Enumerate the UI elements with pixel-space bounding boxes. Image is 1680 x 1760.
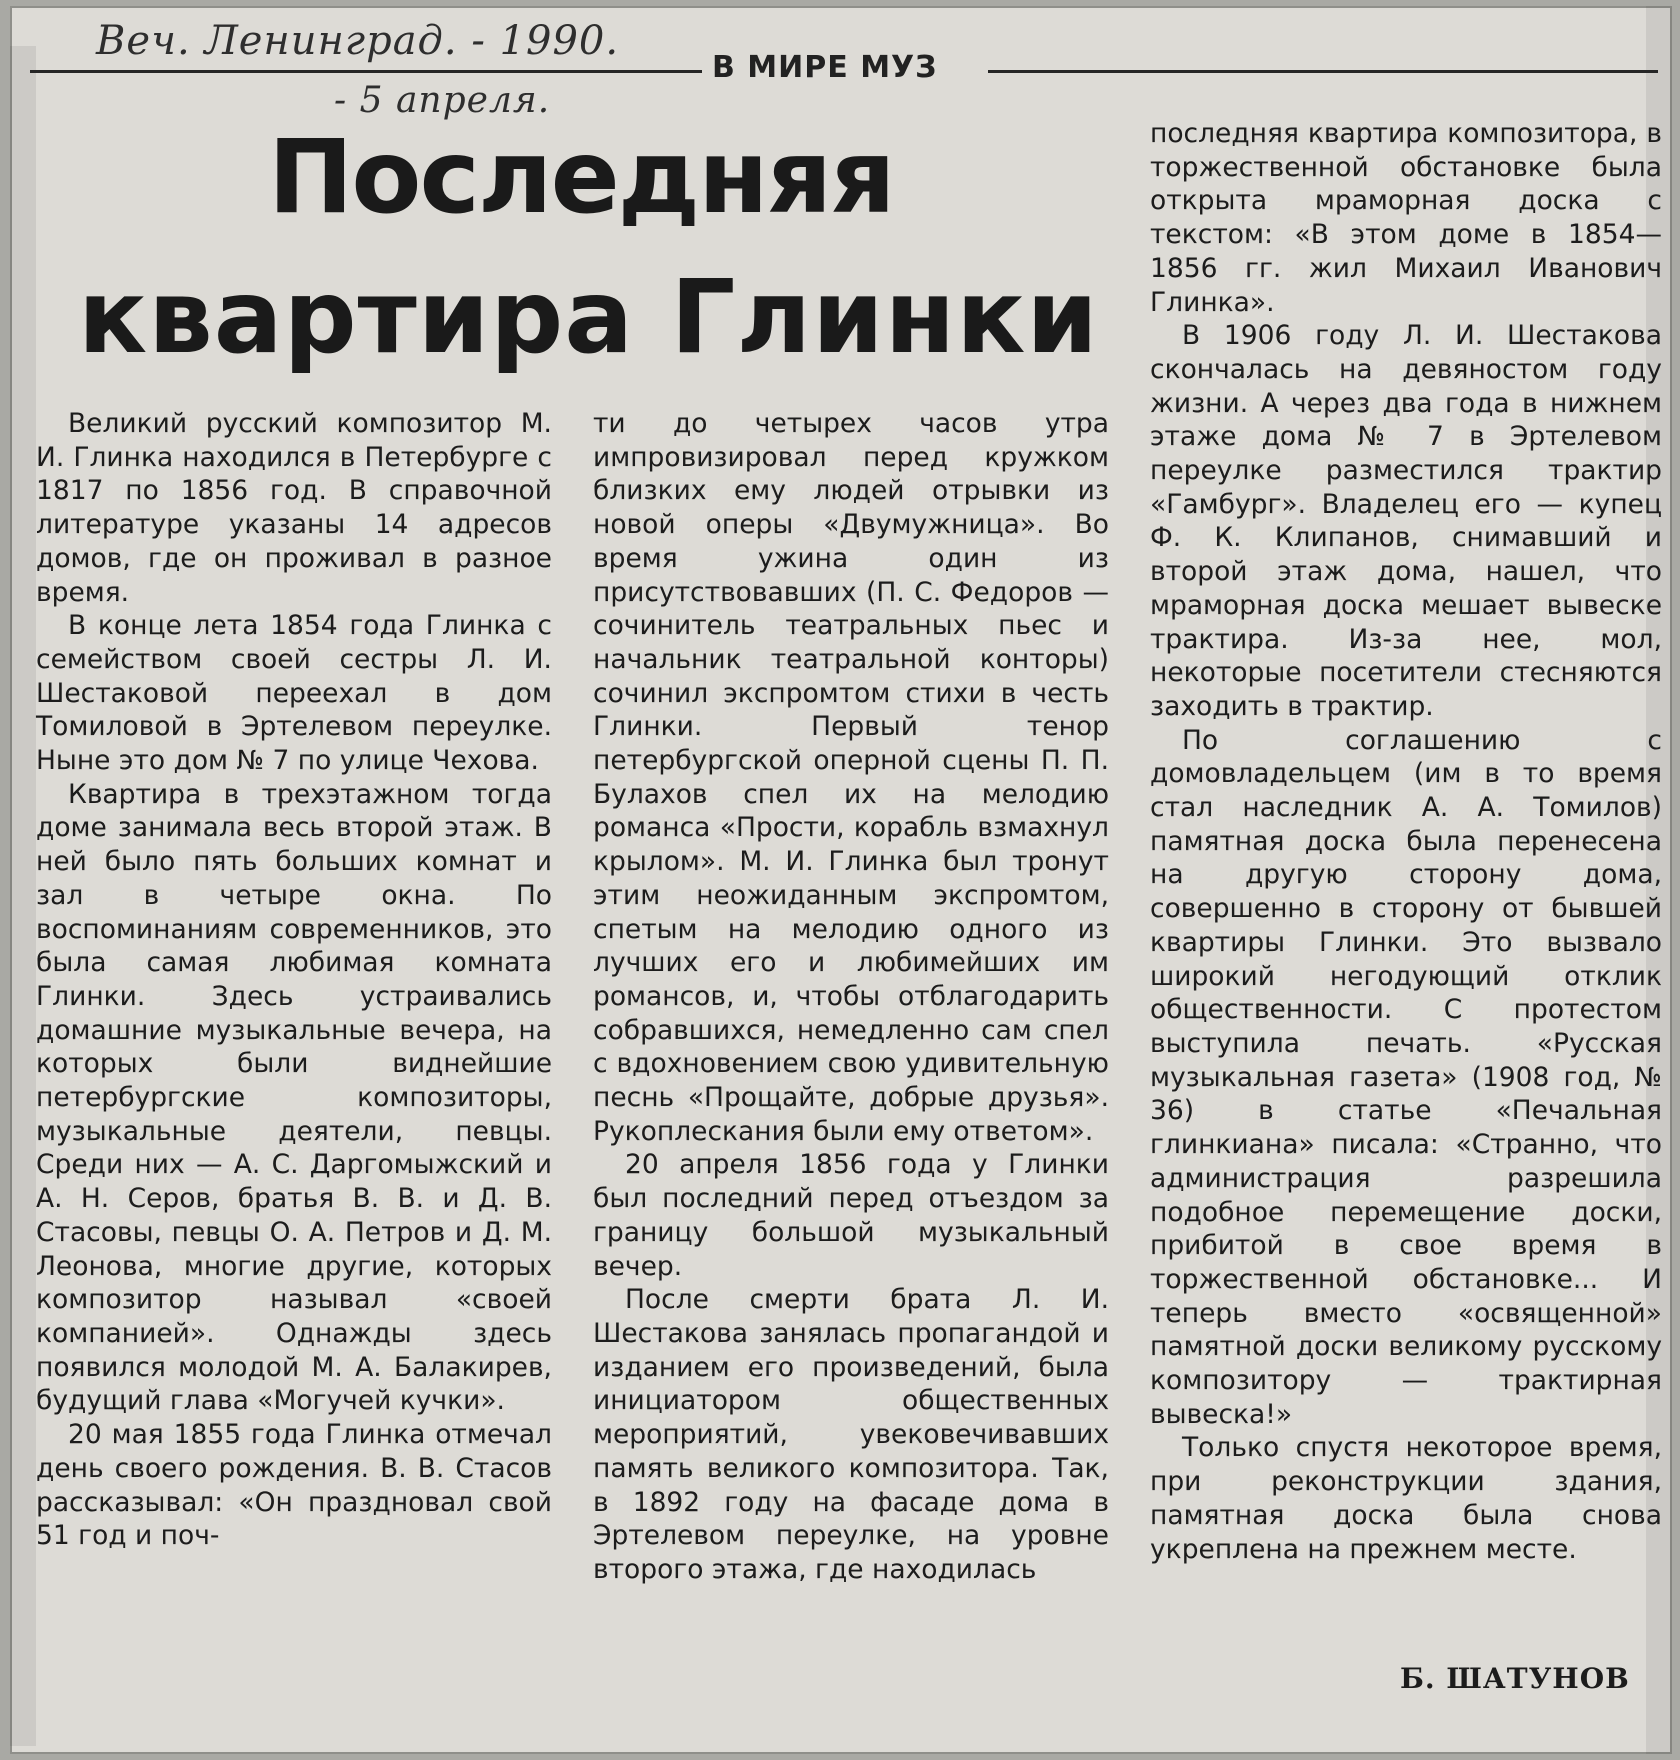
handwritten-source-note: Веч. Ленинград. - 1990. — [96, 18, 620, 64]
article-column-1 — [36, 407, 552, 1553]
article-column-2 — [593, 407, 1109, 1587]
author-signature: Б. ШАТУНОВ — [1400, 1662, 1630, 1695]
paragraph: По соглашению с домовладельцем (им в то время стал наследник А. А. Томилов) памятная доска была перенесена на другую сторону дома, совершенно в сторону от бывшей квартиры Глинки. Это вызвало широкий негодующий отклик общественности. С протестом выступила печать. «Русская музыкальная газета» (1908 год, № 36) в статье «Печальная глинкиана» писала: «Странно, что администрация разрешила подобное перемещение доски, прибитой в свое время в торжественной обстановке... И теперь вместо «освященной» памятной доски великому русскому композитору — трактирная вывеска!» — [1150, 724, 1662, 1430]
paragraph: ти до четырех часов утра импровизировал перед кружком близких ему людей отрывки из новой оперы «Двумужница». Во время ужина один из присутствовавших (П. С. Федоров — сочинитель театральных пьес и начальник театральной конторы) сочинил экспромтом стихи в честь Глинки. Первый тенор петербургской оперной сцены П. П. Булахов спел их на мелодию романса «Прости, корабль взмахнул крылом». М. И. Глинка был тронут этим неожиданным экспромтом, спетым на мелодию одного из лучших его и любимейших им романсов, и, чтобы отблагодарить собравшихся, немедленно сам спел с вдохновением свою удивительную песнь «Прощайте, добрые друзья». Рукоплескания были ему ответом». — [593, 408, 1109, 1147]
header-rule-left — [30, 70, 702, 73]
article-column-3 — [1150, 117, 1662, 1566]
paragraph: 20 апреля 1856 года у Глинки был последний перед отъездом за границу большой музыкальный вечер. — [593, 1149, 1109, 1282]
paragraph: последняя квартира композитора, в торжественной обстановке была открыта мраморная доска с текстом: «В этом доме в 1854—1856 гг. жил Михаил Иванович Глинка». — [1150, 118, 1662, 318]
paragraph: Квартира в трехэтажном тогда доме занимала весь второй этаж. В ней было пять больших комнат и зал в четыре окна. По воспоминаниям современников, это была самая любимая комната Глинки. Здесь устраивались домашние музыкальные вечера, на которых были виднейшие петербургские композиторы, музыкальные деятели, певцы. Среди них — А. С. Даргомыжский и А. Н. Серов, братья В. В. и Д. В. Стасовы, певцы О. А. Петров и Д. М. Леонова, многие другие, которых композитор называл «своей компанией». Однажды здесь появился молодой М. А. Балакирев, будущий глава «Могучей кучки». — [36, 778, 552, 1417]
paragraph: Великий русский композитор М. И. Глинка находился в Петербурге с 1817 по 1856 год. В справочной литературе указаны 14 адресов домов, где он проживал в разное время. — [36, 408, 552, 608]
header-rule-right — [988, 70, 1658, 73]
headline-line-2: квартира Глинки — [78, 258, 1099, 377]
section-rubric: В МИРЕ МУЗ — [712, 50, 938, 85]
headline-line-1: Последняя — [268, 118, 894, 237]
paragraph: В конце лета 1854 года Глинка с семейством своей сестры Л. И. Шестаковой переехал в дом Томиловой в Эртелевом переулке. Ныне это дом № 7 по улице Чехова. — [36, 610, 552, 777]
paragraph: После смерти брата Л. И. Шестакова занялась пропагандой и изданием его произведений, была инициатором общественных мероприятий, увековечивавших память великого композитора. Так, в 1892 году на фасаде дома в Эртелевом переулке, на уровне второго этажа, где находилась — [593, 1284, 1109, 1585]
paragraph: В 1906 году Л. И. Шестакова скончалась на девяностом году жизни. А через два года в нижнем этаже дома № 7 в Эртелевом переулке разместился трактир «Гамбург». Владелец его — купец Ф. К. Клипанов, снимавший и второй этаж дома, нашел, что мраморная доска мешает вывеске трактира. Из-за нее, мол, некоторые посетители стесняются заходить в трактир. — [1150, 320, 1662, 722]
left-edge-shadow — [10, 46, 36, 1746]
handwritten-date-note: - 5 апреля. — [334, 80, 551, 121]
paragraph: 20 мая 1855 года Глинка отмечал день своего рождения. В. В. Стасов рассказывал: «Он праздновал свой 51 год и поч- — [36, 1419, 552, 1552]
paragraph: Только спустя некоторое время, при реконструкции здания, памятная доска была снова укреплена на прежнем месте. — [1150, 1432, 1662, 1565]
